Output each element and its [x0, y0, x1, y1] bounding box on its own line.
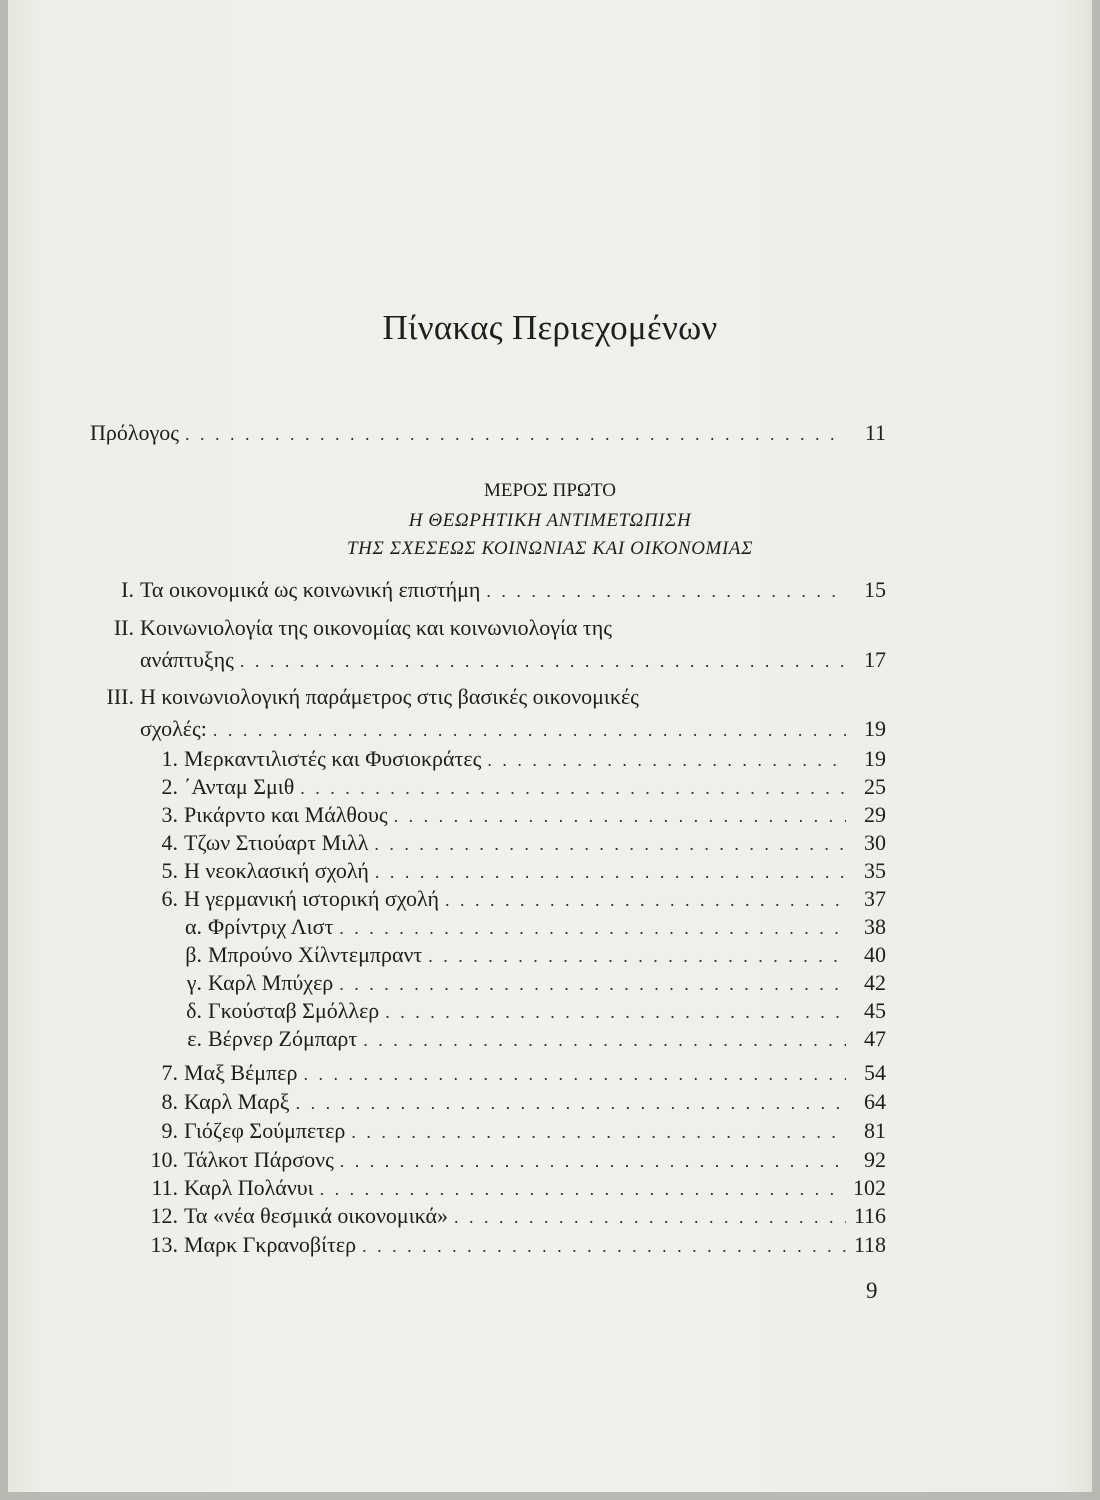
toc-entry-page: 102: [853, 1175, 886, 1200]
dot-leader: [320, 1174, 846, 1204]
toc-entry-text: Μαξ Βέμπερ: [184, 1060, 298, 1085]
toc-entry-page: 37: [864, 886, 886, 911]
toc-subsection: [176, 1024, 886, 1055]
toc-section: [150, 1230, 886, 1261]
dot-leader: [362, 1231, 846, 1261]
toc-section: [150, 856, 886, 887]
toc-section: [150, 744, 886, 775]
toc-chapter-number: II.: [113, 615, 134, 640]
toc-entry-text: Φρίντριχ Λιστ: [208, 914, 334, 939]
toc-entry-text: Η νεοκλασική σχολή: [184, 858, 369, 883]
dot-leader: [240, 646, 846, 676]
dot-leader: [296, 1088, 846, 1118]
dot-leader: [303, 1059, 846, 1089]
dot-leader: [428, 941, 846, 971]
toc-entry-text: Μπρούνο Χίλντεμπραντ: [208, 942, 423, 967]
dot-leader: [185, 419, 846, 449]
toc-entry-page: 118: [853, 1232, 886, 1257]
toc-section: [150, 828, 886, 859]
toc-section-number: 1.: [161, 746, 178, 771]
toc-entry-page: 19: [864, 716, 886, 741]
toc-entry-page: 30: [864, 830, 886, 855]
toc-entry-page: 38: [864, 914, 886, 939]
toc-entry-text: Πρόλογος: [90, 420, 179, 445]
toc-section: [150, 1145, 886, 1176]
toc-entry-text: Γιόζεφ Σούμπετερ: [184, 1118, 346, 1143]
dot-leader: [486, 576, 846, 606]
toc-entry-page: 35: [864, 858, 886, 883]
toc-section-number: 2.: [161, 774, 178, 799]
toc-section: [150, 1087, 886, 1118]
dot-leader: [394, 801, 846, 831]
toc-entry-page: 17: [864, 647, 886, 672]
toc-entry-page: 92: [864, 1147, 886, 1172]
toc-chapter-number: III.: [106, 684, 134, 709]
toc-section: [150, 800, 886, 831]
toc-entry-page: 42: [864, 970, 886, 995]
toc-section: [150, 884, 886, 915]
toc-entry-text: Καρλ Πολάνυι: [184, 1175, 314, 1200]
dot-leader: [339, 969, 846, 999]
toc-subsection: [176, 996, 886, 1027]
toc-section: [150, 1201, 886, 1232]
dot-leader: [375, 857, 846, 887]
toc-entry-text: Η γερμανική ιστορική σχολή: [184, 886, 439, 911]
toc-entry-text: Καρλ Μπύχερ: [208, 970, 334, 995]
toc-section-number: 4.: [161, 830, 178, 855]
dot-leader: [339, 913, 846, 943]
toc-entry-page: 116: [853, 1203, 886, 1228]
toc-subsection-letter: α.: [184, 914, 202, 939]
toc-subsection-letter: δ.: [186, 998, 202, 1023]
toc-section-number: 8.: [161, 1089, 178, 1114]
toc-entry-text: Γκούσταβ Σμόλλερ: [208, 998, 380, 1023]
toc-entry-page: 45: [864, 998, 886, 1023]
toc-section-number: 11.: [151, 1175, 178, 1200]
toc-entry-page: 54: [864, 1060, 886, 1085]
toc-entry-text: Μαρκ Γκρανοβίτερ: [184, 1232, 357, 1257]
part-subtitle-line1: Η ΘΕΩΡΗΤΙΚΗ ΑΝΤΙΜΕΤΩΠΙΣΗ: [408, 510, 692, 531]
toc-entry-text: Καρλ Μαρξ: [184, 1089, 290, 1114]
toc-chapter-continuation: [134, 645, 886, 676]
toc-entry-page: 19: [864, 746, 886, 771]
toc-entry-page: 64: [864, 1089, 886, 1114]
toc-chapter-number: I.: [121, 577, 134, 602]
toc-entry-page: 81: [864, 1118, 886, 1143]
toc-subsection: [176, 968, 886, 999]
toc-entry-page: 11: [864, 420, 886, 445]
toc-entry-page: 25: [864, 774, 886, 799]
toc-subsection-letter: γ.: [186, 970, 202, 995]
dot-leader: [340, 1146, 846, 1176]
toc-section-number: 9.: [161, 1118, 178, 1143]
toc-entry-text: Τάλκοτ Πάρσονς: [184, 1147, 334, 1172]
toc-section: [150, 1116, 886, 1147]
dot-leader: [487, 745, 846, 775]
dot-leader: [385, 997, 846, 1027]
toc-section-number: 12.: [150, 1203, 178, 1228]
toc-section: [150, 1173, 886, 1204]
toc-subsection: [176, 940, 886, 971]
toc-entry-text: Ρικάρντο και Μάλθους: [184, 802, 388, 827]
toc-entry-page: 47: [864, 1026, 886, 1051]
toc-entry-prologue: [90, 418, 886, 449]
toc-entry-text: ανάπτυξης: [140, 647, 234, 672]
toc-chapter: [104, 575, 886, 606]
toc-subsection: [176, 912, 886, 943]
dot-leader: [363, 1025, 846, 1055]
toc-chapter: [104, 613, 612, 643]
dot-leader: [374, 829, 846, 859]
dot-leader: [445, 885, 846, 915]
dot-leader: [213, 715, 846, 745]
part-label: ΜΕΡΟΣ ΠΡΩΤΟ: [484, 480, 616, 501]
toc-section-number: 5.: [161, 858, 178, 883]
dot-leader: [454, 1202, 846, 1232]
toc-entry-text: Βέρνερ Ζόμπαρτ: [208, 1026, 358, 1051]
page-number: 9: [866, 1278, 878, 1303]
toc-entry-page: 40: [864, 942, 886, 967]
toc-section: [150, 772, 886, 803]
toc-entry-text: σχολές:: [140, 716, 207, 741]
toc-chapter: [104, 682, 639, 712]
toc-subsection-letter: ε.: [187, 1026, 202, 1051]
dot-leader: [300, 773, 846, 803]
toc-entry-page: 29: [864, 802, 886, 827]
toc-entry-page: 15: [864, 577, 886, 602]
toc-subsection-letter: β.: [185, 942, 202, 967]
toc-section: [150, 1058, 886, 1089]
toc-entry-text: ΄Ανταμ Σμιθ: [184, 774, 295, 799]
toc-section-number: 10.: [150, 1147, 178, 1172]
toc-section-number: 13.: [150, 1232, 178, 1257]
toc-entry-text: Τα οικονομικά ως κοινωνική επιστήμη: [140, 577, 481, 602]
toc-section-number: 6.: [161, 886, 178, 911]
page-title: Πίνακας Περιεχομένων: [382, 308, 718, 347]
toc-section-number: 3.: [161, 802, 178, 827]
toc-chapter-continuation: [134, 714, 886, 745]
toc-entry-text: Η κοινωνιολογική παράμετρος στις βασικές οικονομικές: [140, 684, 639, 709]
toc-entry-text: Μερκαντιλιστές και Φυσιοκράτες: [184, 746, 482, 771]
part-subtitle-line2: ΤΗΣ ΣΧΕΣΕΩΣ ΚΟΙΝΩΝΙΑΣ ΚΑΙ ΟΙΚΟΝΟΜΙΑΣ: [346, 538, 754, 559]
dot-leader: [351, 1117, 846, 1147]
toc-entry-text: Κοινωνιολογία της οικονομίας και κοινωνιολογία της: [140, 615, 612, 640]
toc-entry-text: Τζων Στιούαρτ Μιλλ: [184, 830, 369, 855]
toc-section-number: 7.: [161, 1060, 178, 1085]
toc-entry-text: Τα «νέα θεσμικά οικονομικά»: [184, 1203, 449, 1228]
